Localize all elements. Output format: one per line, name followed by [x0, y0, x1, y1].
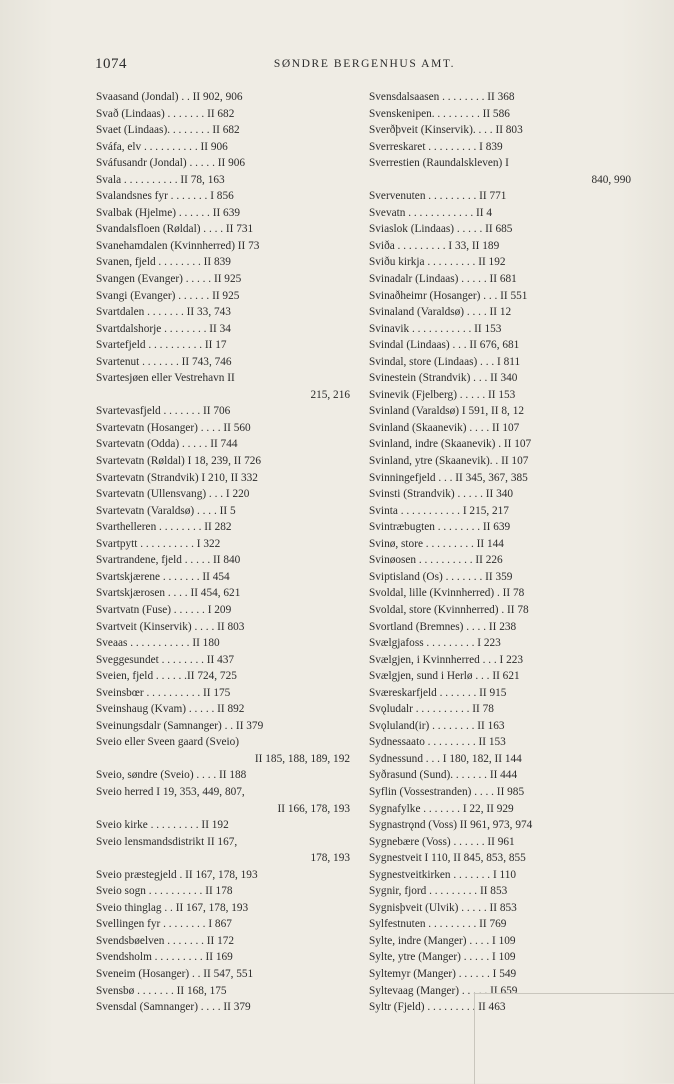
- index-entry: Svǫludalr . . . . . . . . . . II 78: [369, 703, 494, 716]
- index-entry: Syltevaag (Manger) . . . . . II 659: [369, 984, 518, 997]
- index-entry: Sveneim (Hosanger) . . II 547, 551: [96, 967, 254, 980]
- index-entry: Svalandsnes fyr . . . . . . . I 856: [96, 190, 234, 203]
- index-entry: Sygnastrǫnd (Voss) II 961, 973, 974: [369, 819, 533, 832]
- index-entry: Svala . . . . . . . . . . II 78, 163: [96, 173, 225, 186]
- index-entry: Svælgjen, sund i Herlø . . . II 621: [369, 670, 520, 683]
- index-entry: Svinsti (Strandvik) . . . . . II 340: [369, 488, 514, 501]
- index-entry: Svartveit (Kinservik) . . . . II 803: [96, 620, 245, 633]
- index-entry: Svælgjafoss . . . . . . . . . I 223: [369, 637, 501, 650]
- index-entry: Sveio lensmandsdistrikt II 167,: [96, 835, 238, 848]
- index-entry: Svartevatn (Varaldsø) . . . . II 5: [96, 504, 236, 517]
- index-entry: Svensdalsaasen . . . . . . . . II 368: [369, 91, 515, 103]
- index-entry: Sveio præstegjeld . II 167, 178, 193: [96, 868, 258, 881]
- index-entry: Svoldal, store (Kvinnherred) . II 78: [369, 603, 529, 616]
- index-entry: Sygnebære (Voss) . . . . . . II 961: [369, 835, 515, 848]
- index-entry: Svartevatn (Odda) . . . . . II 744: [96, 438, 238, 451]
- index-entry: 840, 990: [591, 173, 631, 186]
- index-entry: Svartevatn (Ullensvang) . . . I 220: [96, 488, 250, 501]
- index-entry: Sveio herred I 19, 353, 449, 807,: [96, 785, 245, 798]
- index-entry: Sviaslok (Lindaas) . . . . . II 685: [369, 223, 513, 236]
- index-entry: Svortland (Bremnes) . . . . II 238: [369, 620, 517, 633]
- index-column-left: [96, 89, 350, 1016]
- index-entry: Svǫluland(ir) . . . . . . . . II 163: [369, 719, 505, 732]
- index-entry: Sverrestien (Raundalskleven) I: [369, 157, 509, 170]
- index-entry: Sveggesundet . . . . . . . . II 437: [96, 653, 235, 666]
- index-entry: Sydnessaato . . . . . . . . . II 153: [369, 736, 506, 749]
- index-entry: Sveio sogn . . . . . . . . . . II 178: [96, 885, 233, 898]
- index-entry: Sygnestveitkirken . . . . . . . I 110: [369, 868, 517, 881]
- index-column-right: [369, 89, 631, 1016]
- index-entry: Sverðþveit (Kinservik). . . . II 803: [369, 124, 523, 137]
- index-entry: Svartskjærosen . . . . II 454, 621: [96, 587, 241, 600]
- blank-label-box: [474, 993, 674, 1084]
- index-entry: Sveio eller Sveen gaard (Sveio): [96, 736, 240, 749]
- index-entry: Svanehamdalen (Kvinnherred) II 73: [96, 239, 260, 252]
- index-entry: 178, 193: [310, 852, 350, 865]
- index-entry: Svensbø . . . . . . . II 168, 175: [96, 984, 227, 997]
- index-entry: Syðrasund (Sund). . . . . . . II 444: [369, 769, 518, 782]
- index-entry: Svindal (Lindaas) . . . II 676, 681: [369, 339, 520, 352]
- index-entry: Svartefjeld . . . . . . . . . . II 17: [96, 339, 227, 352]
- index-entry: Svælgjen, i Kvinnherred . . . I 223: [369, 653, 524, 666]
- index-entry: Syltemyr (Manger) . . . . . . I 549: [369, 967, 517, 980]
- index-entry: Svinland, ytre (Skaanevik). . II 107: [369, 455, 529, 468]
- index-entry: Sverreskaret . . . . . . . . . I 839: [369, 140, 503, 153]
- index-entry: Svartevatn (Strandvik) I 210, II 332: [96, 471, 258, 484]
- index-entry: Sváfa, elv . . . . . . . . . . II 906: [96, 140, 228, 153]
- index-entry: Svinø, store . . . . . . . . . II 144: [369, 537, 504, 550]
- index-entry: Svartpytt . . . . . . . . . . I 322: [96, 537, 221, 550]
- index-entry: Svartesjøen eller Vestrehavn II: [96, 372, 235, 385]
- index-entry: Svartevasfjeld . . . . . . . II 706: [96, 405, 231, 418]
- index-entry: II 166, 178, 193: [277, 802, 350, 815]
- index-entry: Sviðu kirkja . . . . . . . . . II 192: [369, 256, 506, 269]
- index-entry: Svinadalr (Lindaas) . . . . . II 681: [369, 273, 517, 286]
- index-entry: Sværeskarfjeld . . . . . . . II 915: [369, 686, 507, 699]
- index-entry: Sylte, ytre (Manger) . . . . . I 109: [369, 951, 516, 964]
- index-entry: Svinland (Varaldsø) I 591, II 8, 12: [369, 405, 524, 418]
- index-entry: Svevatn . . . . . . . . . . . . II 4: [369, 206, 492, 219]
- index-entry: Svartevatn (Røldal) I 18, 239, II 726: [96, 455, 262, 468]
- index-entry: Sviptisland (Os) . . . . . . . II 359: [369, 570, 513, 583]
- index-entry: Svangi (Evanger) . . . . . . II 925: [96, 289, 240, 302]
- index-entry: Sveio kirke . . . . . . . . . II 192: [96, 819, 229, 832]
- index-entry: Svendsbøelven . . . . . . . II 172: [96, 934, 235, 947]
- page-number: 1074: [95, 56, 127, 72]
- index-entry: Svartenut . . . . . . . II 743, 746: [96, 355, 232, 368]
- index-entry: Svellingen fyr . . . . . . . . I 867: [96, 918, 232, 931]
- index-entry: Sviða . . . . . . . . . I 33, II 189: [369, 239, 500, 252]
- index-entry: Svartevatn (Hosanger) . . . . II 560: [96, 421, 251, 434]
- index-entry: Svintræbugten . . . . . . . . II 639: [369, 521, 511, 534]
- index-entry: Sygnafylke . . . . . . . I 22, II 929: [369, 802, 514, 815]
- index-entry: II 185, 188, 189, 192: [254, 752, 350, 765]
- index-entry: Sveinungsdalr (Samnanger) . . II 379: [96, 719, 264, 732]
- index-entry: Svinøosen . . . . . . . . . . II 226: [369, 554, 503, 567]
- index-entry: Sveinshaug (Kvam) . . . . . II 892: [96, 703, 245, 716]
- index-entry: Svendsholm . . . . . . . . . II 169: [96, 951, 233, 964]
- index-entry: Svinland (Skaanevik) . . . . II 107: [369, 421, 520, 434]
- index-entry: Svangen (Evanger) . . . . . II 925: [96, 273, 242, 286]
- index-entry: Svaasand (Jondal) . . II 902, 906: [96, 91, 243, 103]
- index-entry: Sveio, søndre (Sveio) . . . . II 188: [96, 769, 247, 782]
- index-entry: Sylfestnuten . . . . . . . . . II 769: [369, 918, 507, 931]
- index-entry: 215, 216: [310, 388, 350, 401]
- index-entry: Sveinsbœr . . . . . . . . . . II 175: [96, 686, 231, 699]
- index-entry: Svaet (Lindaas). . . . . . . . II 682: [96, 124, 240, 137]
- index-entry: Svartvatn (Fuse) . . . . . . I 209: [96, 603, 232, 616]
- index-entry: Syflin (Vossestranden) . . . . II 985: [369, 785, 525, 798]
- index-entry: Svervenuten . . . . . . . . . II 771: [369, 190, 507, 203]
- index-entry: Sveien, fjeld . . . . . .II 724, 725: [96, 670, 237, 683]
- index-entry: Svinaðheimr (Hosanger) . . . II 551: [369, 289, 528, 302]
- index-entry: Sveaas . . . . . . . . . . . II 180: [96, 637, 220, 650]
- index-entry: Sygnisþveit (Ulvik) . . . . . II 853: [369, 901, 517, 914]
- index-entry: Svinavik . . . . . . . . . . . II 153: [369, 322, 502, 335]
- index-entry: Svað (Lindaas) . . . . . . . II 682: [96, 107, 235, 120]
- running-head: SØNDRE BERGENHUS AMT.: [273, 58, 456, 70]
- index-entry: Svinta . . . . . . . . . . . I 215, 217: [369, 504, 509, 517]
- index-entry: Svalbak (Hjelme) . . . . . . II 639: [96, 206, 241, 219]
- index-entry: Svinestein (Strandvik) . . . II 340: [369, 372, 518, 385]
- index-entry: Svartrandene, fjeld . . . . . II 840: [96, 554, 241, 567]
- index-entry: Sveio thinglag . . II 167, 178, 193: [96, 901, 249, 914]
- index-entry: Sylte, indre (Manger) . . . . I 109: [369, 934, 516, 947]
- index-entry: Sygnestveit I 110, II 845, 853, 855: [369, 852, 526, 865]
- index-entry: Svartdalshorje . . . . . . . . II 34: [96, 322, 231, 335]
- index-entry: Svinaland (Varaldsø) . . . . II 12: [369, 306, 512, 319]
- index-entry: Svenskenipen. . . . . . . . . II 586: [369, 107, 510, 120]
- page-header: [95, 56, 634, 76]
- index-entry: Svanen, fjeld . . . . . . . . II 839: [96, 256, 231, 269]
- index-entry: Svartdalen . . . . . . . II 33, 743: [96, 306, 231, 319]
- index-entry: Svensdal (Samnanger) . . . . II 379: [96, 1001, 251, 1014]
- index-entry: Svartskjærene . . . . . . . II 454: [96, 570, 230, 583]
- index-entry: Svarthelleren . . . . . . . . II 282: [96, 521, 232, 534]
- index-entry: Sygnir, fjord . . . . . . . . . II 853: [369, 885, 508, 898]
- index-entry: Syltr (Fjeld) . . . . . . . . . II 463: [369, 1001, 506, 1014]
- index-entry: Svindal, store (Lindaas) . . . I 811: [369, 355, 521, 368]
- index-entry: Svoldal, lille (Kvinnherred) . II 78: [369, 587, 525, 600]
- index-entry: Sydnessund . . . I 180, 182, II 144: [369, 752, 522, 765]
- index-entry: Sváfusandr (Jondal) . . . . . II 906: [96, 157, 246, 170]
- index-entry: Svinevik (Fjelberg) . . . . . II 153: [369, 388, 516, 401]
- index-entry: Svinningefjeld . . . II 345, 367, 385: [369, 471, 528, 484]
- index-entry: Svinland, indre (Skaanevik) . II 107: [369, 438, 532, 451]
- index-entry: Svandalsfloen (Røldal) . . . . II 731: [96, 223, 254, 236]
